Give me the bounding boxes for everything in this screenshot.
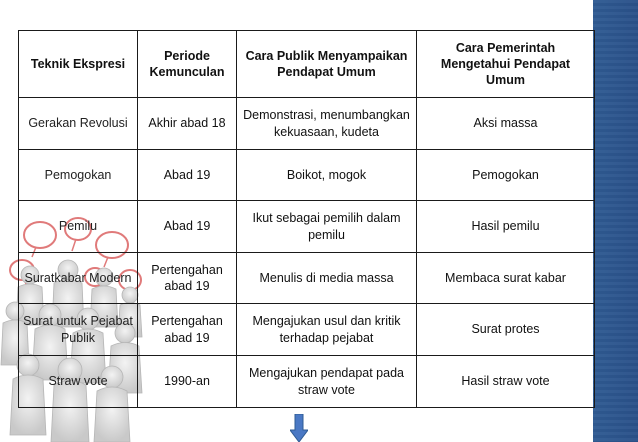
pendapat-umum-table <box>18 30 595 408</box>
cell-cara-publik: Ikut sebagai pemilih dalam pemilu <box>237 201 417 253</box>
table-header-row <box>19 31 595 98</box>
cell-periode: Pertengahan abad 19 <box>138 304 237 356</box>
cell-cara-publik: Demonstrasi, menumbangkan kekuasaan, kudeta <box>237 98 417 150</box>
header-cara-pemerintah: Cara Pemerintah Mengetahui Pendapat Umum <box>417 31 595 98</box>
table-row <box>19 201 595 253</box>
header-cara-publik: Cara Publik Menyampaikan Pendapat Umum <box>237 31 417 98</box>
cell-periode: Abad 19 <box>138 201 237 253</box>
cell-teknik: Gerakan Revolusi <box>19 98 138 150</box>
cell-cara-pemerintah: Pemogokan <box>417 150 595 201</box>
cell-cara-pemerintah: Hasil pemilu <box>417 201 595 253</box>
cell-periode: Abad 19 <box>138 150 237 201</box>
cell-cara-publik: Menulis di media massa <box>237 253 417 304</box>
cell-cara-publik: Mengajukan pendapat pada straw vote <box>237 356 417 408</box>
table-row <box>19 356 595 408</box>
cell-cara-pemerintah: Aksi massa <box>417 98 595 150</box>
header-periode-kemunculan: Periode Kemunculan <box>138 31 237 98</box>
cell-cara-pemerintah: Surat protes <box>417 304 595 356</box>
cell-teknik: Suratkabar Modern <box>19 253 138 304</box>
right-decor-band <box>593 0 638 442</box>
cell-cara-publik: Mengajukan usul dan kritik terhadap pejabat <box>237 304 417 356</box>
table-row <box>19 253 595 304</box>
cell-teknik: Pemilu <box>19 201 138 253</box>
cell-periode: Akhir abad 18 <box>138 98 237 150</box>
down-arrow-icon <box>290 414 308 442</box>
table-row <box>19 150 595 201</box>
cell-periode: Pertengahan abad 19 <box>138 253 237 304</box>
cell-teknik: Surat untuk Pejabat Publik <box>19 304 138 356</box>
cell-teknik: Straw vote <box>19 356 138 408</box>
table-row <box>19 304 595 356</box>
cell-cara-publik: Boikot, mogok <box>237 150 417 201</box>
cell-cara-pemerintah: Membaca surat kabar <box>417 253 595 304</box>
cell-teknik: Pemogokan <box>19 150 138 201</box>
cell-periode: 1990-an <box>138 356 237 408</box>
cell-cara-pemerintah: Hasil straw vote <box>417 356 595 408</box>
table-row <box>19 98 595 150</box>
header-teknik-ekspresi: Teknik Ekspresi <box>19 31 138 98</box>
